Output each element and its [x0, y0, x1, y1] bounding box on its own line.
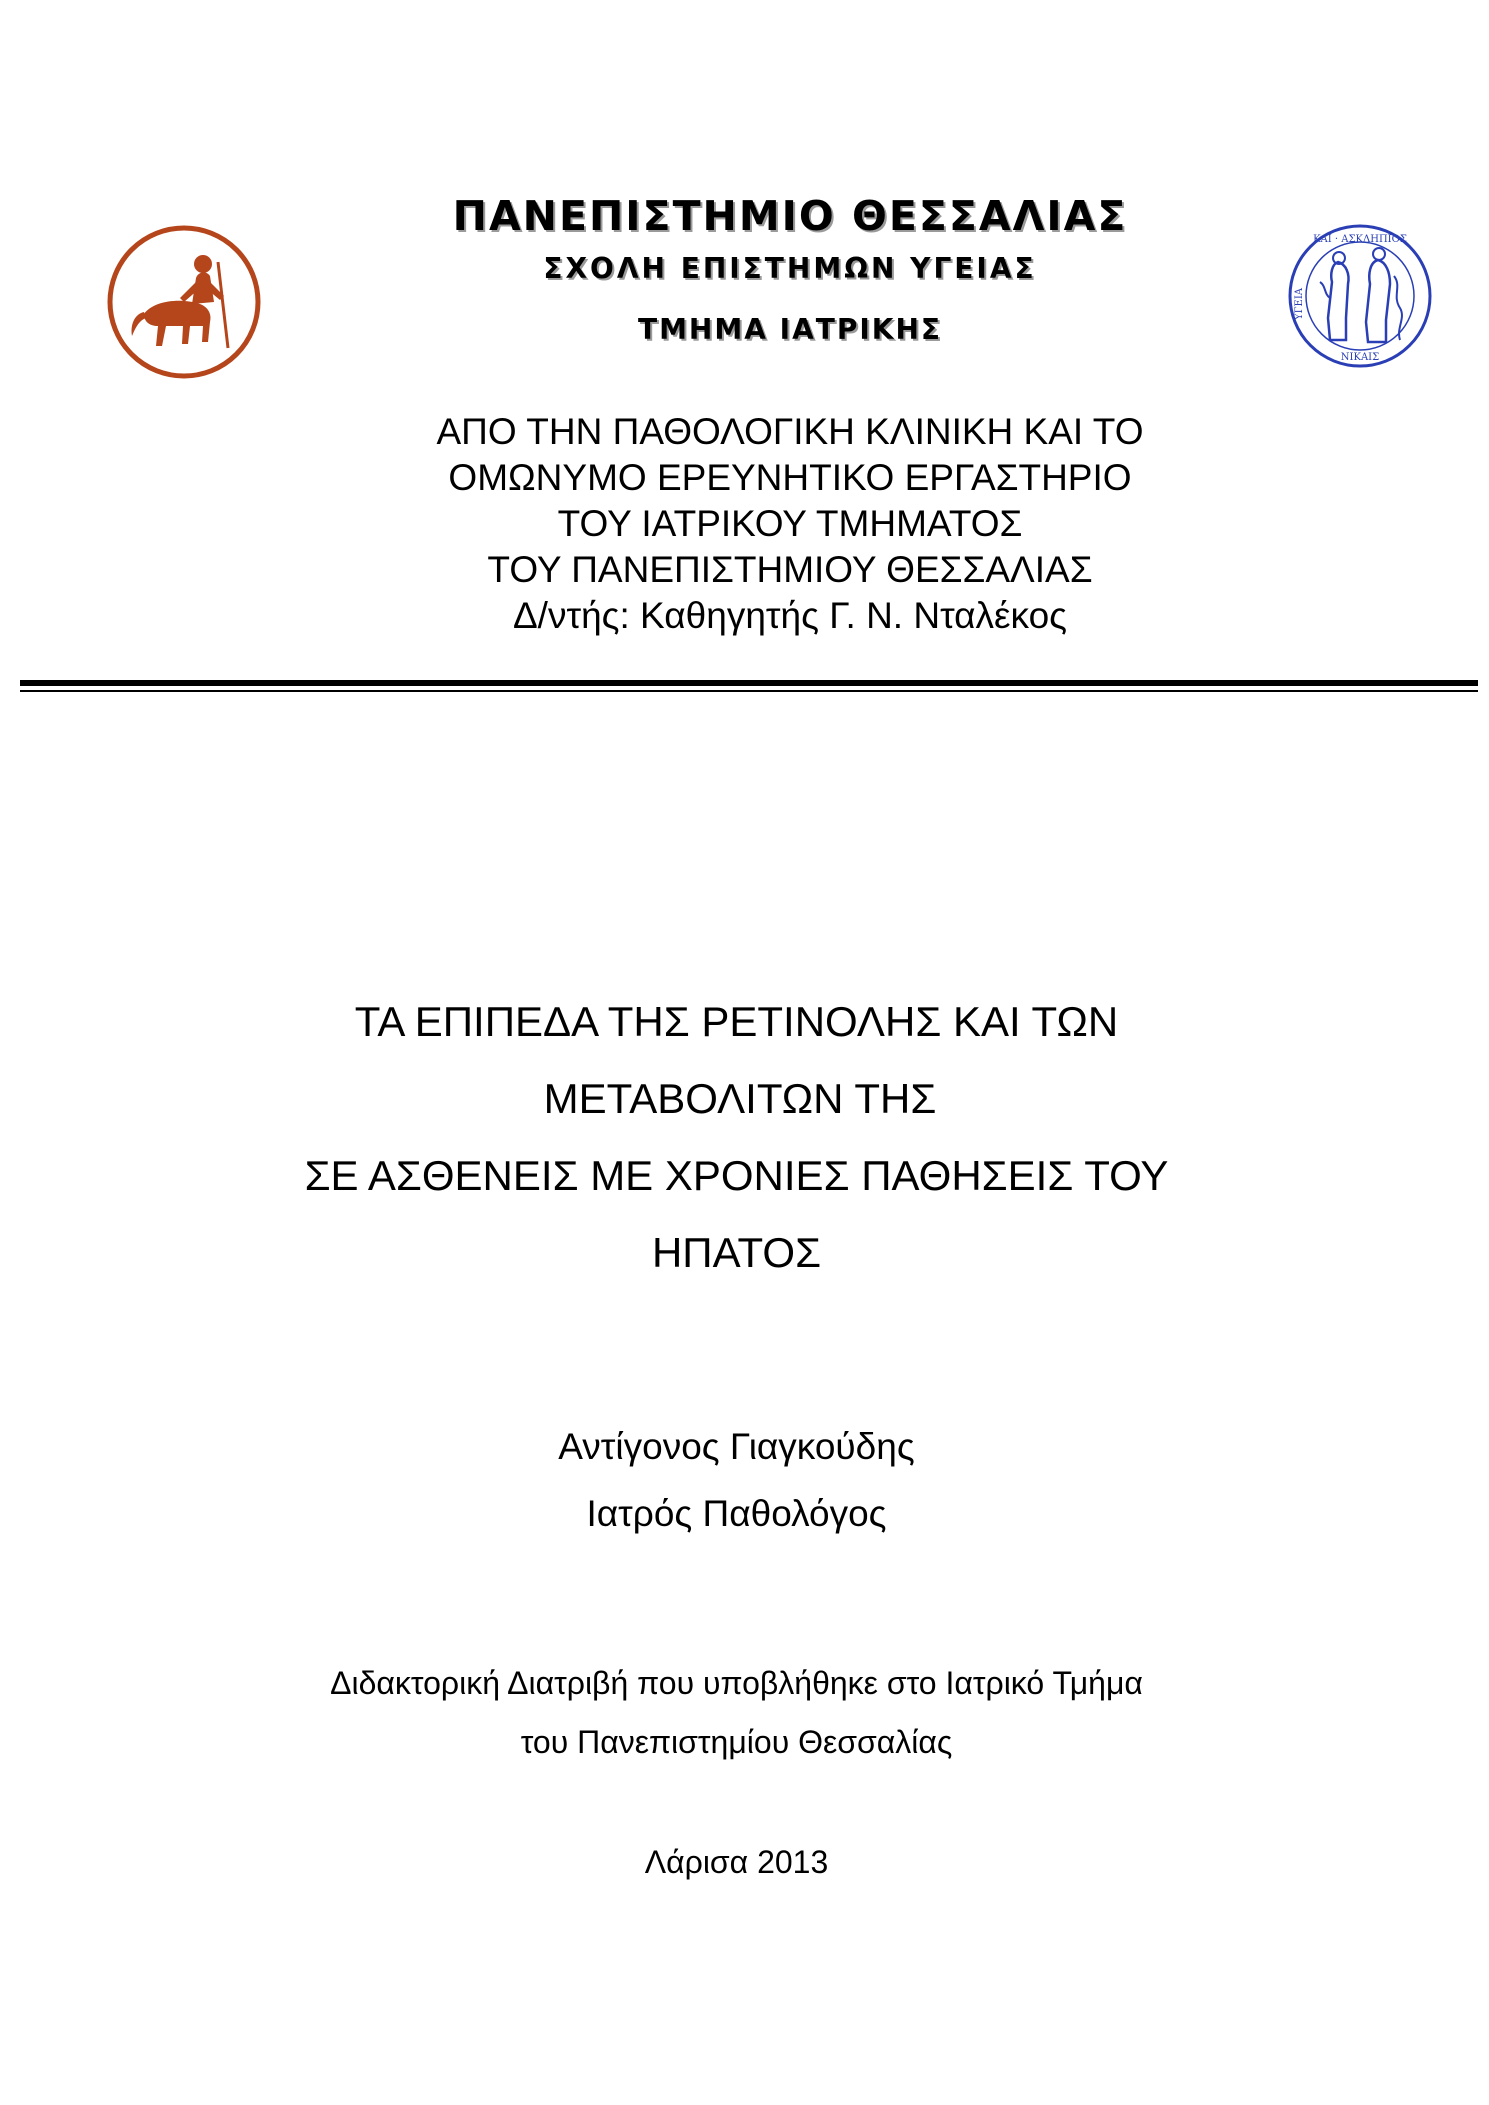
school-name: ΣΧΟΛΗ ΕΠΙΣΤΗΜΩΝ ΥΓΕΙΑΣ — [543, 252, 1037, 285]
svg-text:ΥΓΕΙΑ: ΥΓΕΙΑ — [1294, 287, 1305, 321]
svg-text:ΚΑΙ · ΑΣΚΛΗΠΙΟΣ: ΚΑΙ · ΑΣΚΛΗΠΙΟΣ — [1313, 234, 1407, 245]
centaur-seal-icon — [104, 222, 264, 382]
clinic-line-4: ΤΟΥ ΠΑΝΕΠΙΣΤΗΜΙΟΥ ΘΕΣΣΑΛΙΑΣ — [487, 549, 1093, 590]
header-divider-thick — [20, 680, 1478, 686]
university-logo — [104, 222, 264, 382]
header-divider-thin — [20, 690, 1478, 692]
thesis-title-line-1: ΤΑ ΕΠΙΠΕΔΑ ΤΗΣ ΡΕΤΙΝΟΛΗΣ ΚΑΙ ΤΩΝ — [354, 998, 1119, 1045]
clinic-line-1: ΑΠΟ ΤΗΝ ΠΑΘΟΛΟΓΙΚΗ ΚΛΙΝΙΚΗ ΚΑΙ ΤΟ — [436, 411, 1144, 452]
thesis-statement-line-1: Διδακτορική Διατριβή που υποβλήθηκε στο Ιατρικό Τμήμα — [330, 1665, 1143, 1701]
thesis-title-line-3: ΣΕ ΑΣΘΕΝΕΙΣ ΜΕ ΧΡΟΝΙΕΣ ΠΑΘΗΣΕΙΣ ΤΟΥ — [304, 1152, 1169, 1199]
clinic-line-3: ΤΟΥ ΙΑΤΡΙΚΟΥ ΤΜΗΜΑΤΟΣ — [557, 503, 1023, 544]
medical-school-logo — [1286, 222, 1434, 370]
thesis-statement-line-2: του Πανεπιστημίου Θεσσαλίας — [520, 1724, 953, 1760]
svg-text:ΝΙΚΑΙΣ: ΝΙΚΑΙΣ — [1340, 352, 1380, 363]
department-name: ΤΜΗΜΑ ΙΑΤΡΙΚΗΣ — [637, 313, 943, 346]
author-name: Αντίγονος Γιαγκούδης — [558, 1426, 915, 1467]
hygeia-asclepius-seal-icon — [1286, 222, 1434, 370]
author-role: Ιατρός Παθολόγος — [586, 1493, 887, 1534]
university-name: ΠΑΝΕΠΙΣΤΗΜΙΟ ΘΕΣΣΑΛΙΑΣ — [452, 192, 1128, 240]
thesis-title-line-2: ΜΕΤΑΒΟΛΙΤΩΝ ΤΗΣ — [543, 1075, 937, 1122]
thesis-title-line-4: ΗΠΑΤΟΣ — [651, 1229, 822, 1276]
place-date: Λάρισα 2013 — [644, 1844, 829, 1880]
clinic-line-2: ΟΜΩΝΥΜΟ ΕΡΕΥΝΗΤΙΚΟ ΕΡΓΑΣΤΗΡΙΟ — [448, 457, 1132, 498]
director-line: Δ/ντής: Καθηγητής Γ. Ν. Νταλέκος — [512, 595, 1068, 636]
